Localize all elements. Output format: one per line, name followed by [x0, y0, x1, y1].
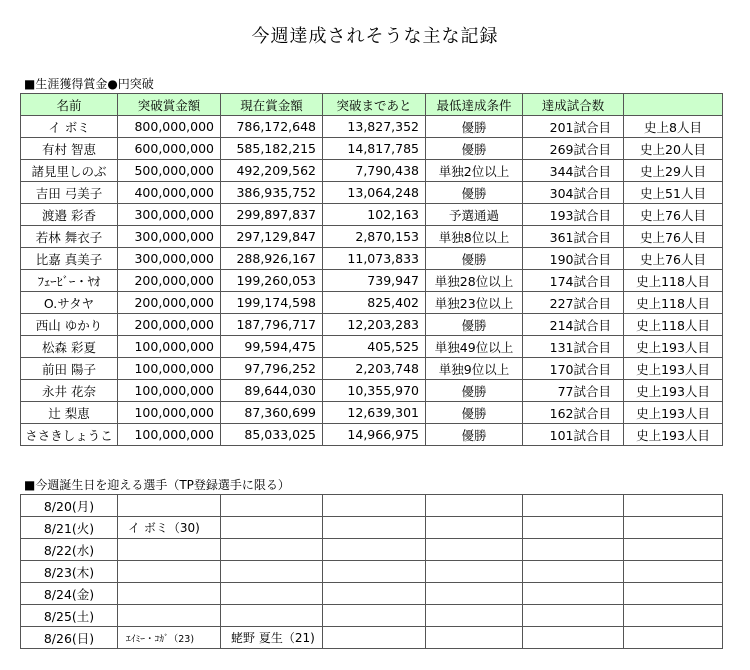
empty-cell [323, 605, 426, 627]
table-row [21, 160, 723, 182]
table-cell: 史上193人目 [624, 336, 723, 358]
table-cell: 100,000,000 [118, 358, 221, 380]
empty-cell [118, 539, 221, 561]
empty-cell [323, 561, 426, 583]
birthday-date: 8/20(月) [21, 495, 118, 517]
empty-cell [523, 561, 624, 583]
empty-cell [426, 539, 523, 561]
column-header: 達成試合数 [523, 94, 624, 116]
birthday-date: 8/24(金) [21, 583, 118, 605]
table-cell: 786,172,648 [221, 116, 323, 138]
table-cell: 優勝 [426, 402, 523, 424]
column-header: 最低達成条件 [426, 94, 523, 116]
table-cell: 825,402 [323, 292, 426, 314]
table-cell: 7,790,438 [323, 160, 426, 182]
empty-cell [624, 583, 723, 605]
birthday-player: イ ボミ（30) [118, 517, 221, 539]
table-cell: 300,000,000 [118, 204, 221, 226]
birthday-table [20, 494, 723, 649]
table-cell: 99,594,475 [221, 336, 323, 358]
table-cell: 102,163 [323, 204, 426, 226]
table-cell: 単独8位以上 [426, 226, 523, 248]
table-cell: 単独28位以上 [426, 270, 523, 292]
table-row [21, 116, 723, 138]
table-cell: 304試合目 [523, 182, 624, 204]
table-cell: 200,000,000 [118, 314, 221, 336]
birthday-row [21, 561, 723, 583]
table-cell: 800,000,000 [118, 116, 221, 138]
table-cell: 201試合目 [523, 116, 624, 138]
table-cell: 渡邉 彩香 [21, 204, 118, 226]
birthday-row [21, 627, 723, 649]
empty-cell [118, 605, 221, 627]
table-cell: 193試合目 [523, 204, 624, 226]
table-cell: 187,796,717 [221, 314, 323, 336]
empty-cell [523, 539, 624, 561]
table-row [21, 226, 723, 248]
table-cell: 500,000,000 [118, 160, 221, 182]
table-cell: 単独2位以上 [426, 160, 523, 182]
empty-cell [523, 583, 624, 605]
table-cell: 2,203,748 [323, 358, 426, 380]
page-title: 今週達成されそうな主な記録 [251, 26, 499, 47]
table-row [21, 314, 723, 336]
table-cell: 585,182,215 [221, 138, 323, 160]
table-cell: 361試合目 [523, 226, 624, 248]
table-cell: 12,203,283 [323, 314, 426, 336]
empty-cell [221, 561, 323, 583]
table-cell: 288,926,167 [221, 248, 323, 270]
table-cell: 史上8人目 [624, 116, 723, 138]
table-cell: 単独49位以上 [426, 336, 523, 358]
table-cell: O.サタヤ [21, 292, 118, 314]
section-label-birthdays: ■今週誕生日を迎える選手（TP登録選手に限る） [24, 478, 290, 492]
table-cell: 100,000,000 [118, 380, 221, 402]
table-cell: 史上29人目 [624, 160, 723, 182]
empty-cell [523, 605, 624, 627]
table-cell: 若林 舞衣子 [21, 226, 118, 248]
empty-cell [221, 583, 323, 605]
table-cell: 13,064,248 [323, 182, 426, 204]
empty-cell [118, 583, 221, 605]
table-cell: イ ボミ [21, 116, 118, 138]
table-cell: 13,827,352 [323, 116, 426, 138]
table-row [21, 248, 723, 270]
birthday-date: 8/25(土) [21, 605, 118, 627]
table-cell: 77試合目 [523, 380, 624, 402]
empty-cell [221, 495, 323, 517]
birthday-row [21, 605, 723, 627]
table-cell: 史上118人目 [624, 314, 723, 336]
column-header: 名前 [21, 94, 118, 116]
table-cell: 97,796,252 [221, 358, 323, 380]
birthday-row [21, 517, 723, 539]
birthday-player: 蛯野 夏生（21) [221, 627, 323, 649]
empty-cell [523, 517, 624, 539]
prize-money-table [20, 93, 723, 446]
table-cell: 史上20人目 [624, 138, 723, 160]
table-cell: 492,209,562 [221, 160, 323, 182]
table-row [21, 402, 723, 424]
table-cell: 有村 智恵 [21, 138, 118, 160]
table-cell: 739,947 [323, 270, 426, 292]
table-cell: 200,000,000 [118, 292, 221, 314]
table-cell: 131試合目 [523, 336, 624, 358]
table-cell: 87,360,699 [221, 402, 323, 424]
table-cell: 優勝 [426, 380, 523, 402]
empty-cell [118, 495, 221, 517]
table-cell: 11,073,833 [323, 248, 426, 270]
table-cell: 松森 彩夏 [21, 336, 118, 358]
table-cell: 史上76人目 [624, 248, 723, 270]
table-cell: 200,000,000 [118, 270, 221, 292]
table-cell: 85,033,025 [221, 424, 323, 446]
table-cell: 199,260,053 [221, 270, 323, 292]
empty-cell [323, 627, 426, 649]
table-cell: 100,000,000 [118, 336, 221, 358]
table-cell: 199,174,598 [221, 292, 323, 314]
table-cell: 優勝 [426, 424, 523, 446]
table-cell: 299,897,837 [221, 204, 323, 226]
table-cell: 史上193人目 [624, 358, 723, 380]
table-cell: 優勝 [426, 182, 523, 204]
table-cell: ﾌｪｰﾋﾞｰ・ﾔｵ [21, 270, 118, 292]
table-cell: 史上76人目 [624, 204, 723, 226]
empty-cell [426, 561, 523, 583]
table-cell: 優勝 [426, 116, 523, 138]
table-cell: 永井 花奈 [21, 380, 118, 402]
table-cell: 386,935,752 [221, 182, 323, 204]
table-row [21, 424, 723, 446]
empty-cell [323, 517, 426, 539]
table-cell: 優勝 [426, 314, 523, 336]
table-row [21, 336, 723, 358]
table-cell: 単独9位以上 [426, 358, 523, 380]
empty-cell [323, 495, 426, 517]
empty-cell [221, 605, 323, 627]
birthday-date: 8/22(水) [21, 539, 118, 561]
table-cell: 600,000,000 [118, 138, 221, 160]
table-row [21, 138, 723, 160]
table-cell: 2,870,153 [323, 226, 426, 248]
empty-cell [426, 627, 523, 649]
table-cell: 101試合目 [523, 424, 624, 446]
column-header: 突破まであと [323, 94, 426, 116]
birthday-row [21, 495, 723, 517]
table-cell: 予選通過 [426, 204, 523, 226]
table-row [21, 358, 723, 380]
table-cell: 405,525 [323, 336, 426, 358]
table-row [21, 182, 723, 204]
table-cell: 史上76人目 [624, 226, 723, 248]
table-cell: 174試合目 [523, 270, 624, 292]
table-cell: 190試合目 [523, 248, 624, 270]
table-cell: 史上193人目 [624, 402, 723, 424]
empty-cell [118, 561, 221, 583]
table-cell: 史上118人目 [624, 292, 723, 314]
table-header-row [21, 94, 723, 116]
table-row [21, 270, 723, 292]
empty-cell [426, 605, 523, 627]
column-header [624, 94, 723, 116]
empty-cell [323, 539, 426, 561]
table-cell: 100,000,000 [118, 424, 221, 446]
birthday-row [21, 539, 723, 561]
empty-cell [523, 627, 624, 649]
birthday-date: 8/21(火) [21, 517, 118, 539]
birthday-date: 8/26(日) [21, 627, 118, 649]
empty-cell [221, 539, 323, 561]
table-cell: 269試合目 [523, 138, 624, 160]
table-cell: 89,644,030 [221, 380, 323, 402]
empty-cell [624, 605, 723, 627]
empty-cell [323, 583, 426, 605]
table-cell: 14,817,785 [323, 138, 426, 160]
empty-cell [426, 583, 523, 605]
table-cell: 10,355,970 [323, 380, 426, 402]
birthday-player: ｴｲﾐｰ・ｺｶﾞ（23) [118, 627, 221, 649]
table-cell: 344試合目 [523, 160, 624, 182]
table-cell: 吉田 弓美子 [21, 182, 118, 204]
table-cell: 史上118人目 [624, 270, 723, 292]
table-cell: 史上51人目 [624, 182, 723, 204]
table-cell: 297,129,847 [221, 226, 323, 248]
empty-cell [624, 517, 723, 539]
table-cell: 300,000,000 [118, 226, 221, 248]
table-cell: 諸見里しのぶ [21, 160, 118, 182]
table-cell: 優勝 [426, 138, 523, 160]
empty-cell [624, 539, 723, 561]
empty-cell [523, 495, 624, 517]
table-row [21, 204, 723, 226]
table-cell: 170試合目 [523, 358, 624, 380]
empty-cell [624, 495, 723, 517]
section-label-prize-money: ■生涯獲得賞金●円突破 [24, 77, 154, 91]
table-cell: 14,966,975 [323, 424, 426, 446]
birthday-date: 8/23(木) [21, 561, 118, 583]
table-cell: 史上193人目 [624, 380, 723, 402]
table-cell: 12,639,301 [323, 402, 426, 424]
table-cell: 西山 ゆかり [21, 314, 118, 336]
empty-cell [221, 517, 323, 539]
table-cell: 優勝 [426, 248, 523, 270]
column-header: 突破賞金額 [118, 94, 221, 116]
table-cell: 前田 陽子 [21, 358, 118, 380]
table-cell: ささきしょうこ [21, 424, 118, 446]
table-cell: 単独23位以上 [426, 292, 523, 314]
empty-cell [426, 517, 523, 539]
empty-cell [624, 627, 723, 649]
table-cell: 史上193人目 [624, 424, 723, 446]
table-row [21, 380, 723, 402]
table-cell: 227試合目 [523, 292, 624, 314]
column-header: 現在賞金額 [221, 94, 323, 116]
table-cell: 214試合目 [523, 314, 624, 336]
table-cell: 162試合目 [523, 402, 624, 424]
table-cell: 比嘉 真美子 [21, 248, 118, 270]
table-cell: 400,000,000 [118, 182, 221, 204]
table-cell: 100,000,000 [118, 402, 221, 424]
table-row [21, 292, 723, 314]
empty-cell [624, 561, 723, 583]
table-cell: 辻 梨恵 [21, 402, 118, 424]
table-cell: 300,000,000 [118, 248, 221, 270]
birthday-row [21, 583, 723, 605]
empty-cell [426, 495, 523, 517]
